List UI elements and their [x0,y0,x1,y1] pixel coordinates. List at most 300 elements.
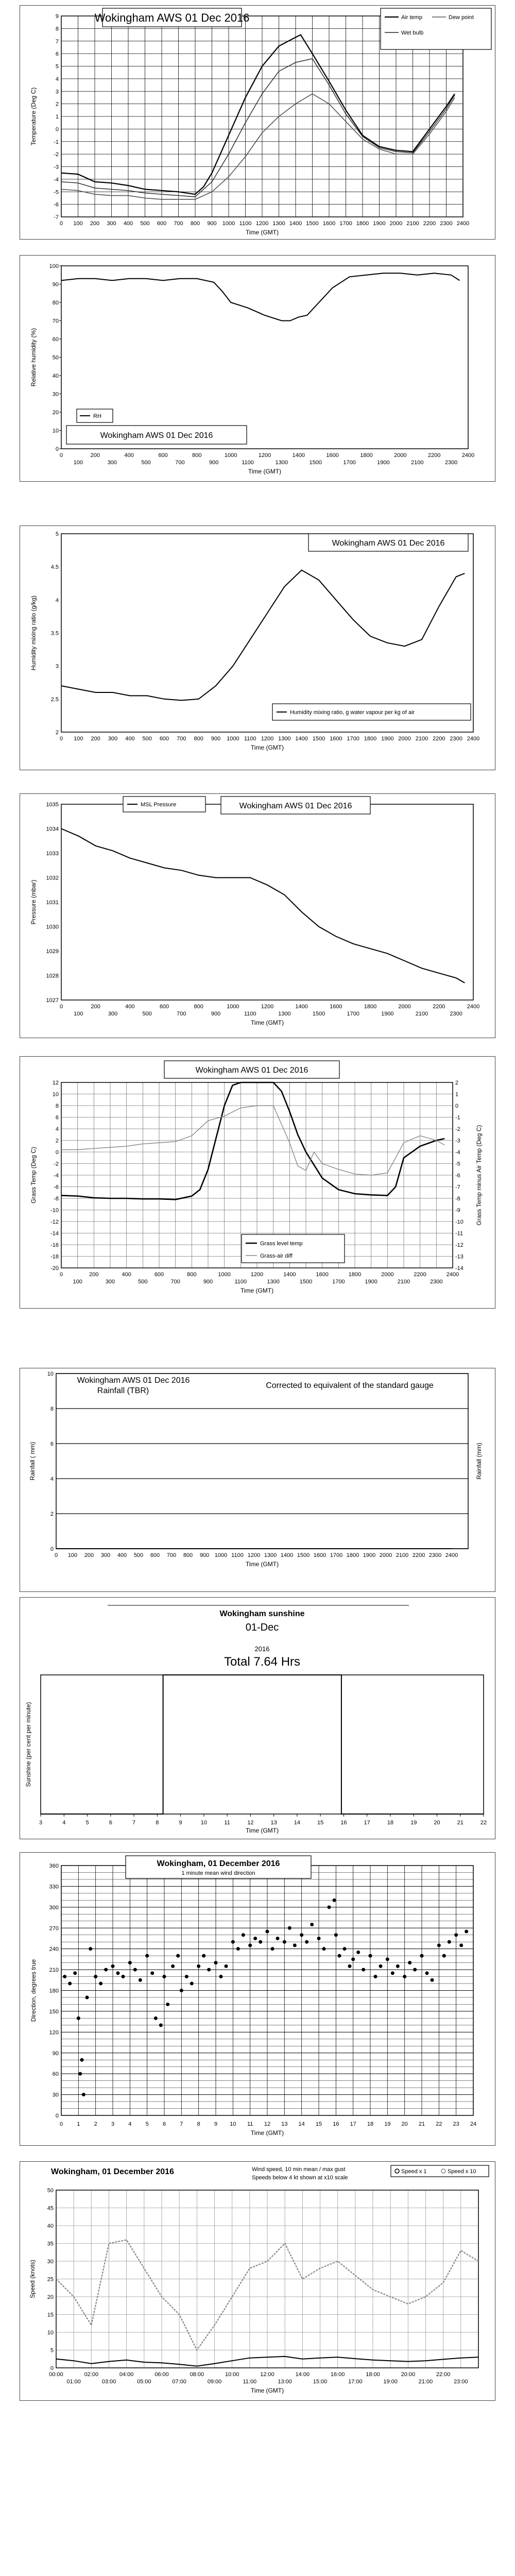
scatter-point [310,1923,314,1926]
x-tick-label: 14:00 [295,2371,310,2378]
x-tick-label: 100 [73,460,83,466]
y-tick-label: 2 [55,101,59,108]
x-tick-label: 9 [179,1820,182,1826]
scatter-point [176,1954,180,1958]
x-tick-label: 23 [453,2121,459,2127]
x-tick-label: 0 [59,736,63,742]
y-tick-label: 40 [52,373,59,379]
x-tick-label: 2400 [461,452,475,459]
y-axis-label: Humidity mixing ratio (g/kg) [30,595,37,671]
scatter-point [104,1968,108,1972]
x-tick-label: 5 [85,1820,89,1826]
x-tick-label: 200 [89,1272,99,1278]
x-tick-label: 2400 [445,1552,458,1558]
scatter-point [334,1933,338,1937]
y-right-tick-label: -9 [455,1207,460,1214]
x-tick-label: 700 [177,736,186,742]
scatter-point [459,1943,463,1947]
x-tick-label: 21 [418,2121,425,2127]
y-tick-label: 1030 [46,924,59,930]
x-tick-label: 800 [192,452,202,459]
x-tick-label: 0 [59,221,63,227]
wind-direction-chart [20,1852,495,2146]
x-tick-label: 1400 [289,221,302,227]
scatter-point [171,1964,175,1968]
y-tick-label: 25 [47,2276,54,2283]
x-tick-label: 2200 [412,1552,425,1558]
x-axis-label: Time (GMT) [240,1287,274,1294]
x-tick-label: 1200 [261,736,274,742]
x-tick-label: 2400 [456,221,470,227]
x-tick-label: 11 [224,1820,230,1826]
x-tick-label: 1200 [247,1552,261,1558]
y-tick-label: 50 [52,354,59,361]
scatter-point [403,1975,406,1978]
scatter-point [68,1982,72,1986]
scatter-point [82,2093,85,2096]
x-tick-label: 15 [317,1820,324,1826]
x-tick-label: 700 [166,1552,177,1558]
y-tick-label: 30 [52,391,59,398]
x-tick-label: 1 [77,2121,80,2127]
y-tick-label: -18 [50,1253,59,1260]
x-tick-label: 13 [281,2121,288,2127]
scatter-point [351,1957,355,1961]
x-tick-label: 1800 [348,1272,362,1278]
legend-label-speed-x10: Speed x 10 [448,2168,476,2175]
x-tick-label: 13 [270,1820,277,1826]
y-tick-label: -12 [50,1219,59,1225]
scatter-point [80,2058,84,2062]
y-tick-label: 20 [47,2294,54,2300]
y-right-tick-label: -8 [455,1196,460,1202]
x-tick-label: 900 [207,221,217,227]
y-tick-label: 0 [55,2113,59,2119]
y-right-tick-label: 0 [455,1103,459,1109]
x-tick-label: 200 [90,452,100,459]
x-tick-label: 2200 [423,221,436,227]
y-tick-label: -3 [54,164,59,171]
scatter-point [356,1951,360,1954]
scatter-point [111,1964,115,1968]
y-axis-label: Direction, degrees true [30,1959,37,2022]
chart-subtitle: 1 minute mean wind direction [181,1870,255,1876]
y-tick-label: 300 [49,1904,59,1911]
scatter-point [328,1905,331,1909]
y-tick-label: -4 [54,176,59,183]
scatter-point [288,1926,291,1930]
x-tick-label: 1900 [363,1552,376,1558]
x-tick-label: 1900 [381,736,394,742]
x-tick-label: 18:00 [366,2371,380,2378]
x-tick-label: 6 [162,2121,166,2127]
x-tick-label: 200 [90,221,100,227]
x-tick-label: 100 [73,221,83,227]
scatter-point [145,1954,149,1958]
x-tick-label: 8 [197,2121,200,2127]
x-tick-label: 11 [247,2121,253,2127]
x-tick-label: 16 [340,1820,347,1826]
chart-date: 01-Dec [245,1622,279,1633]
x-tick-label: 500 [138,1279,148,1285]
x-tick-label: 1500 [312,1011,325,1017]
x-tick-label: 1000 [227,1004,239,1010]
y-tick-label: -2 [54,1161,59,1167]
x-tick-label: 400 [117,1552,127,1558]
scatter-point [63,1975,66,1978]
scatter-point [413,1968,417,1972]
y-tick-label: 150 [49,2008,59,2015]
x-tick-label: 1800 [356,221,369,227]
x-tick-label: 4 [62,1820,66,1826]
x-tick-label: 24 [470,2121,477,2127]
x-tick-label: 3 [111,2121,115,2127]
plot-frame [61,534,473,732]
x-tick-label: 1400 [280,1552,294,1558]
scatter-point [465,1929,468,1933]
y-tick-label: 3 [55,89,59,95]
x-axis-label: Time (GMT) [250,2129,284,2137]
y-tick-label: 0 [50,1546,54,1552]
x-tick-label: 1700 [343,460,356,466]
chart-total: Total 7.64 Hrs [224,1655,301,1669]
series-line-wet-bulb [61,59,455,197]
x-tick-label: 400 [123,221,133,227]
legend-label-grass-air-diff: Grass-air diff [260,1253,293,1259]
x-tick-label: 2000 [394,452,407,459]
y-right-axis-label: Grass Temp minus Air Temp (Deg C) [475,1125,483,1226]
scatter-point [362,1968,365,1972]
scatter-point [185,1975,188,1978]
y-tick-label: 0 [55,446,59,452]
mixing-ratio-chart [20,526,495,770]
scatter-point [122,1975,125,1978]
x-tick-label: 1500 [309,460,322,466]
x-tick-label: 1100 [242,460,254,466]
x-tick-label: 1700 [330,1552,343,1558]
y-right-tick-label: -11 [455,1230,464,1237]
x-tick-label: 12:00 [260,2371,274,2378]
x-tick-label: 1700 [339,221,352,227]
scatter-point [163,1975,166,1978]
x-tick-label: 17 [350,2121,356,2127]
x-tick-label: 600 [159,1004,169,1010]
scatter-point [202,1954,205,1958]
y-tick-label: 40 [47,2223,54,2229]
x-tick-label: 1900 [381,1011,394,1017]
scatter-point [89,1947,92,1951]
scatter-point [99,1982,102,1986]
y-tick-label: -2 [54,151,59,158]
chart-subtitle: Rainfall (TBR) [97,1386,149,1395]
chart-title: Wokingham AWS 01 Dec 2016 [332,539,445,548]
series-line-rh [61,273,460,320]
y-tick-label: 12 [52,1080,59,1086]
legend-label-dew-point: Dew point [449,14,474,21]
x-tick-label: 22 [436,2121,442,2127]
chart-title: Wokingham AWS 01 Dec 2016 [77,1376,190,1385]
legend-label-rh: RH [93,413,101,419]
scatter-point [85,1995,89,1999]
x-tick-label: 18 [387,1820,394,1826]
x-tick-label: 1100 [231,1552,244,1558]
y-tick-label: 5 [50,2347,54,2354]
y-right-axis-label: Rainfall (mm) [475,1443,483,1480]
scatter-point [374,1975,377,1978]
legend-label-mixing-ratio: Humidity mixing ratio, g water vapour per kg of air [290,709,415,716]
x-tick-label: 1400 [295,736,308,742]
x-tick-label: 1000 [222,221,235,227]
x-tick-label: 12 [247,1820,254,1826]
x-tick-label: 100 [74,1011,83,1017]
x-tick-label: 1500 [312,736,325,742]
y-tick-label: 30 [52,2092,59,2098]
chart-subtitle: Wind speed, 10 min mean / max gust [252,2166,346,2173]
chart-year: 2016 [254,1645,270,1653]
x-tick-label: 1000 [214,1552,228,1558]
x-tick-label: 1500 [299,1279,313,1285]
x-tick-label: 10 [200,1820,207,1826]
x-tick-label: 2400 [467,736,480,742]
x-tick-label: 1300 [278,1011,291,1017]
x-tick-label: 600 [157,221,167,227]
y-tick-label: 210 [49,1967,59,1974]
scatter-point [236,1947,240,1951]
y-tick-label: -20 [50,1265,59,1272]
y-tick-label: -16 [50,1242,59,1248]
x-tick-label: 300 [107,460,117,466]
x-tick-label: 2100 [411,460,424,466]
y-tick-label: 1 [55,114,59,120]
legend-label-msl-pressure: MSL Pressure [141,802,177,808]
x-tick-label: 5 [145,2121,149,2127]
x-tick-label: 16:00 [330,2371,345,2378]
x-tick-label: 600 [154,1272,164,1278]
x-tick-label: 2300 [450,736,462,742]
x-tick-label: 1200 [250,1272,264,1278]
scatter-point [73,1971,77,1975]
y-tick-label: 10 [52,428,59,434]
x-tick-label: 1600 [330,736,342,742]
x-tick-label: 100 [73,1279,82,1285]
y-tick-label: 80 [52,300,59,306]
rainfall-chart-svg [20,1368,496,1592]
x-tick-label: 1900 [365,1279,377,1285]
scatter-point [322,1947,326,1951]
x-tick-label: 2000 [381,1272,394,1278]
x-tick-label: 300 [100,1552,111,1558]
scatter-point [128,1961,132,1964]
x-tick-label: 2000 [398,736,411,742]
x-tick-label: 15:00 [313,2379,328,2385]
x-tick-label: 2300 [440,221,453,227]
x-tick-label: 500 [142,736,152,742]
y-right-tick-label: -6 [455,1173,460,1179]
x-tick-label: 00:00 [49,2371,63,2378]
y-tick-label: -5 [54,189,59,196]
scatter-point [431,1978,434,1982]
x-tick-label: 22:00 [436,2371,451,2378]
scatter-point [139,1978,142,1982]
x-tick-label: 500 [141,460,151,466]
x-tick-label: 800 [194,1004,203,1010]
y-tick-label: -10 [50,1207,59,1214]
x-axis-label: Time (GMT) [245,1561,279,1568]
y-tick-label: 180 [49,1988,59,1994]
y-right-tick-label: -10 [455,1219,464,1225]
chart-title: Wokingham, 01 December 2016 [51,2167,174,2176]
x-tick-label: 1000 [218,1272,231,1278]
x-tick-label: 17 [364,1820,370,1826]
legend-box [381,8,491,49]
x-tick-label: 15 [315,2121,322,2127]
y-tick-label: 1031 [46,900,59,906]
y-tick-label: 330 [49,1884,59,1890]
x-tick-label: 1600 [322,221,336,227]
scatter-point [214,1961,218,1964]
y-tick-label: 10 [47,2330,54,2336]
x-tick-label: 1500 [306,221,319,227]
y-right-tick-label: 1 [455,1091,459,1098]
legend-label-speed-x1: Speed x 1 [401,2168,427,2175]
x-tick-label: 1600 [313,1552,327,1558]
y-axis-label: Relative humidity (%) [30,328,37,387]
x-tick-label: 2300 [444,460,458,466]
chart-title: Wokingham AWS 01 Dec 2016 [239,802,352,810]
x-tick-label: 1400 [283,1272,296,1278]
x-tick-label: 20 [434,1820,440,1826]
scatter-point [442,1954,446,1958]
legend-label-wet-bulb: Wet bulb [401,30,424,36]
y-tick-label: -1 [54,139,59,145]
wind-speed-chart-svg [20,2162,496,2401]
x-tick-label: 19 [410,1820,417,1826]
y-tick-label: 35 [47,2241,54,2247]
x-tick-label: 500 [133,1552,144,1558]
x-tick-label: 7 [180,2121,183,2127]
y-tick-label: 90 [52,281,59,288]
scatter-point [437,1943,441,1947]
y-tick-label: 2 [50,1511,54,1517]
y-tick-label: 45 [47,2205,54,2212]
x-tick-label: 1600 [316,1272,329,1278]
y-axis-label: Rainfall ( mm) [29,1442,36,1481]
x-tick-label: 21:00 [418,2379,433,2385]
scatter-point [94,1975,97,1978]
x-tick-label: 900 [199,1552,210,1558]
x-tick-label: 1100 [244,736,256,742]
x-axis-label: Time (GMT) [245,1827,279,1834]
x-tick-label: 700 [174,221,183,227]
scatter-point [219,1975,223,1978]
x-tick-label: 800 [194,736,203,742]
y-tick-label: 240 [49,1946,59,1953]
x-tick-label: 05:00 [137,2379,151,2385]
x-tick-label: 1300 [278,736,291,742]
scatter-point [159,2023,163,2027]
wind-direction-chart-svg [20,1853,496,2146]
x-tick-label: 2300 [430,1279,443,1285]
x-tick-label: 0 [59,1272,63,1278]
scatter-point [166,2003,169,2006]
scatter-point [271,1947,274,1951]
x-tick-label: 2300 [450,1011,462,1017]
y-tick-label: -4 [54,1173,59,1179]
scatter-point [343,1947,347,1951]
y-tick-label: -6 [54,201,59,208]
x-tick-label: 08:00 [190,2371,204,2378]
scatter-point [391,1971,394,1975]
x-tick-label: 2100 [396,1552,409,1558]
x-tick-label: 20 [401,2121,408,2127]
x-tick-label: 23:00 [454,2379,468,2385]
series-line-sunshine [41,1675,484,1814]
x-tick-label: 500 [140,221,150,227]
y-tick-label: 90 [52,2050,59,2057]
scatter-point [408,1961,411,1964]
y-right-tick-label: 2 [455,1080,459,1086]
y-right-tick-label: -12 [455,1242,464,1248]
x-tick-label: 1300 [272,221,285,227]
y-tick-label: 20 [52,410,59,416]
x-tick-label: 2200 [414,1272,426,1278]
chart-title: Wokingham AWS 01 Dec 2016 [195,1066,308,1075]
y-tick-label: 0 [55,1149,59,1156]
x-axis-label: Time (GMT) [248,468,282,475]
x-tick-label: 400 [125,736,135,742]
y-tick-label: 4.5 [50,564,59,571]
scatter-point [333,1899,336,1902]
y-tick-label: 10 [52,1091,59,1098]
x-tick-label: 1100 [244,1011,256,1017]
x-tick-label: 2100 [397,1279,410,1285]
temperature-chart [20,5,495,240]
x-tick-label: 200 [91,736,100,742]
scatter-point [425,1971,429,1975]
x-tick-label: 600 [150,1552,160,1558]
x-tick-label: 0 [59,2121,63,2127]
y-axis-label: Sunshine (per cent per minute) [25,1702,32,1787]
y-tick-label: -14 [50,1230,59,1237]
x-tick-label: 2300 [428,1552,442,1558]
scatter-point [266,1929,269,1933]
x-tick-label: 19:00 [383,2379,398,2385]
x-tick-label: 2000 [389,221,403,227]
y-tick-label: 4 [55,76,59,82]
y-tick-label: 1034 [46,826,59,833]
x-tick-label: 1700 [347,1011,359,1017]
scatter-point [386,1957,389,1961]
y-tick-label: 2.5 [50,696,59,703]
x-tick-label: 0 [59,452,63,459]
x-tick-label: 1500 [297,1552,310,1558]
humidity-chart [20,255,495,482]
x-tick-label: 10:00 [225,2371,239,2378]
y-axis-label: Grass Temp (Deg C) [30,1147,37,1204]
scatter-point [300,1933,303,1937]
y-tick-label: 8 [55,1103,59,1109]
scatter-point [369,1954,372,1958]
y-axis-label: Pressure (mbar) [30,879,37,925]
y-tick-label: 5 [55,63,59,70]
x-tick-label: 2400 [467,1004,480,1010]
x-tick-label: 1800 [360,452,373,459]
y-right-tick-label: -1 [455,1114,460,1121]
sunshine-chart-svg [20,1598,496,1840]
x-tick-label: 200 [91,1004,100,1010]
rainfall-chart [20,1368,495,1592]
scatter-point [454,1933,458,1937]
